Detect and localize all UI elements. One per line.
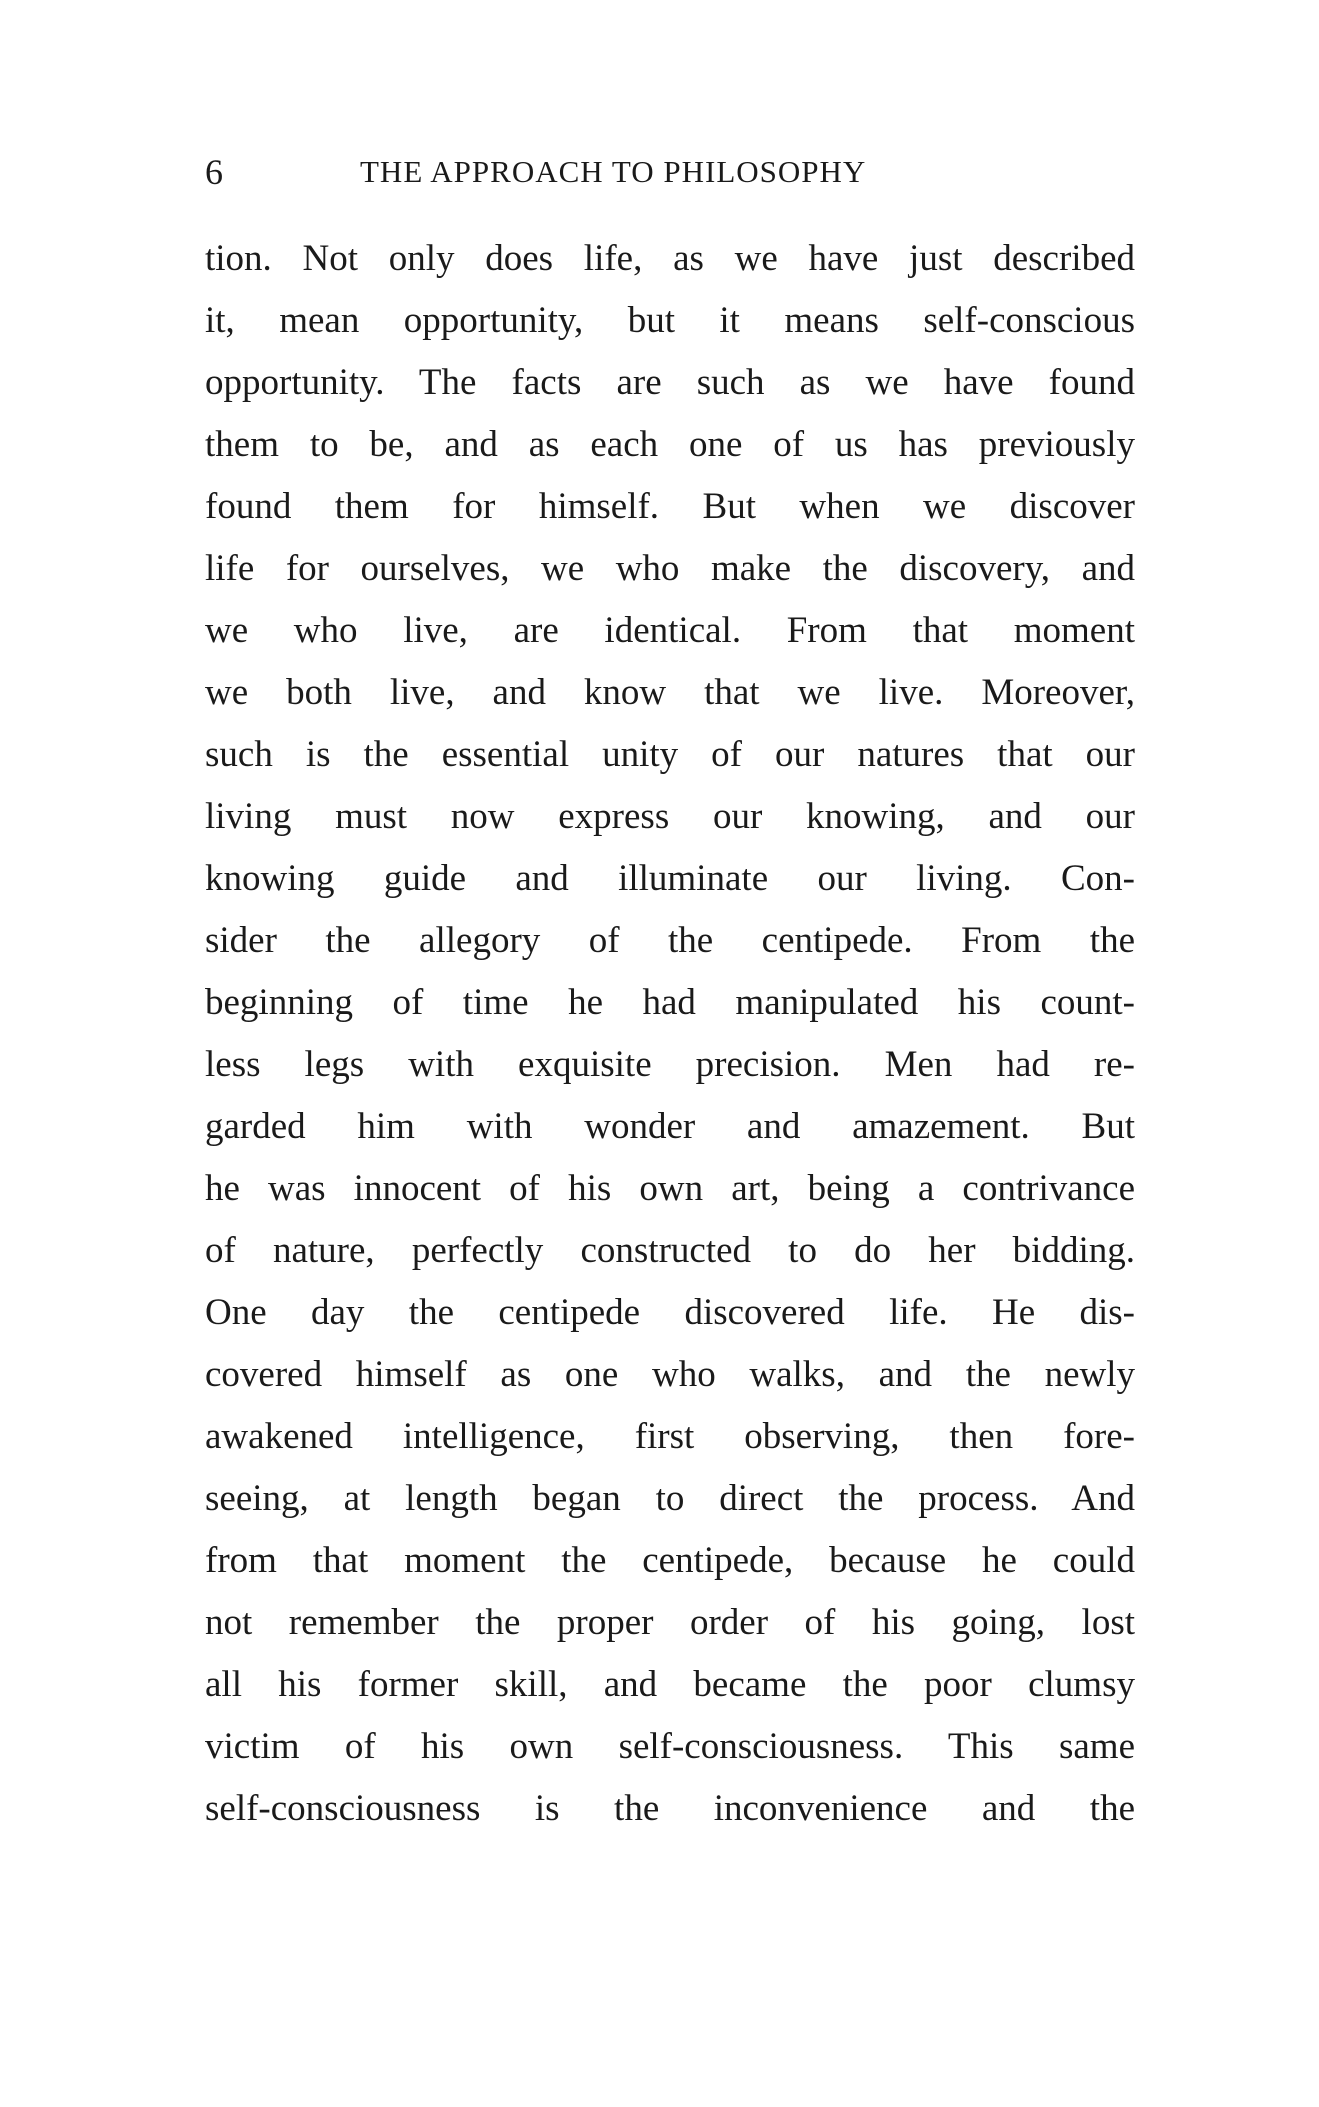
text-line: awakened intelligence, first observing, then fore- xyxy=(205,1416,1135,1457)
running-title: THE APPROACH TO PHILOSOPHY xyxy=(360,154,867,189)
text-line: we both live, and know that we live. Moreover, xyxy=(205,672,1135,713)
text-line: sider the allegory of the centipede. From the xyxy=(205,920,1135,961)
text-line: life for ourselves, we who make the discovery, and xyxy=(205,548,1135,589)
text-line: such is the essential unity of our natures that our xyxy=(205,734,1135,775)
text-line: it, mean opportunity, but it means self-conscious xyxy=(205,300,1135,341)
text-line: self-consciousness is the inconvenience and the xyxy=(205,1788,1135,1829)
text-line: victim of his own self-consciousness. This same xyxy=(205,1726,1135,1767)
text-line: from that moment the centipede, because he could xyxy=(205,1540,1135,1581)
text-line: found them for himself. But when we discover xyxy=(205,486,1135,527)
text-line: not remember the proper order of his going, lost xyxy=(205,1602,1135,1643)
text-line: less legs with exquisite precision. Men had re- xyxy=(205,1044,1135,1085)
text-line: we who live, are identical. From that moment xyxy=(205,610,1135,651)
text-line: garded him with wonder and amazement. But xyxy=(205,1106,1135,1147)
running-header xyxy=(205,152,1135,192)
body-text xyxy=(205,228,1135,1840)
text-line: he was innocent of his own art, being a contrivance xyxy=(205,1168,1135,1209)
text-line: tion. Not only does life, as we have just described xyxy=(205,238,1135,279)
text-line: of nature, perfectly constructed to do her bidding. xyxy=(205,1230,1135,1271)
text-line: seeing, at length began to direct the process. And xyxy=(205,1478,1135,1519)
text-line: opportunity. The facts are such as we have found xyxy=(205,362,1135,403)
text-line: One day the centipede discovered life. He dis- xyxy=(205,1292,1135,1333)
text-line: beginning of time he had manipulated his count- xyxy=(205,982,1135,1023)
text-line: all his former skill, and became the poor clumsy xyxy=(205,1664,1135,1705)
text-line: knowing guide and illuminate our living. Con- xyxy=(205,858,1135,899)
text-line: covered himself as one who walks, and the newly xyxy=(205,1354,1135,1395)
page-number: 6 xyxy=(205,152,223,192)
text-line: them to be, and as each one of us has previously xyxy=(205,424,1135,465)
text-line: living must now express our knowing, and our xyxy=(205,796,1135,837)
